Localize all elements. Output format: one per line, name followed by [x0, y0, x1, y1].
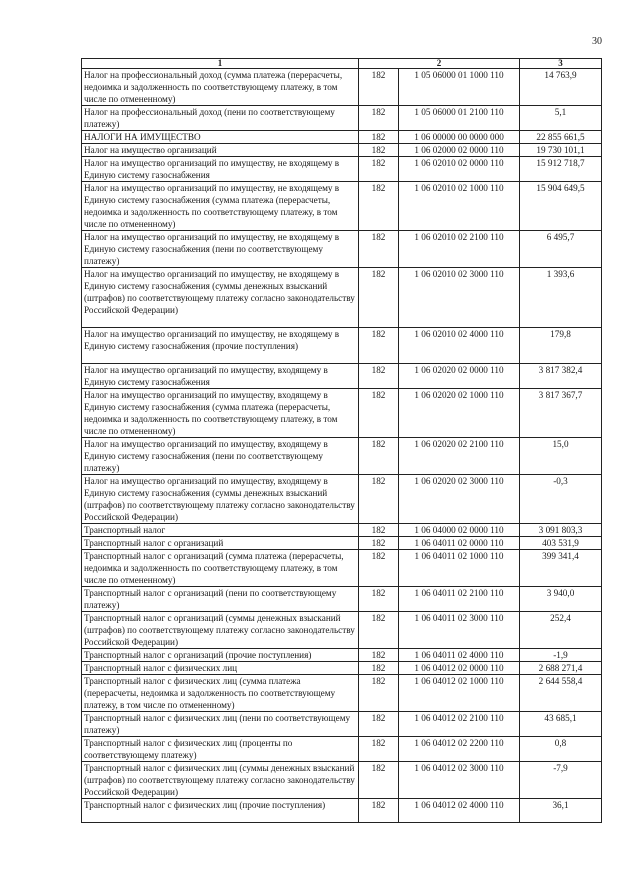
table-row [82, 328, 602, 364]
row-admin-code: 182 [359, 231, 399, 268]
table-row [82, 537, 602, 550]
row-budget-code: 1 06 04012 02 2200 110 [399, 737, 520, 762]
row-admin-code: 182 [359, 182, 399, 231]
table-row [82, 231, 602, 268]
table-row [82, 182, 602, 231]
row-budget-code: 1 06 04012 02 0000 110 [399, 662, 520, 675]
row-admin-code: 182 [359, 144, 399, 157]
table-row [82, 475, 602, 524]
row-budget-code: 1 06 04012 02 2100 110 [399, 712, 520, 737]
row-budget-code: 1 06 02010 02 0000 110 [399, 157, 520, 182]
row-amount: 3 091 803,3 [520, 524, 602, 537]
row-name: Транспортный налог с физических лиц (проценты по соответствующему платежу) [82, 737, 359, 762]
row-name: Налог на имущество организаций по имуществу, не входящему в Единую систему газоснабжения (сумма платежа (перерасчеты, недоимка и задолженность по соответствующему платежу, в том числе по отмененному) [82, 182, 359, 231]
row-amount: 2 688 271,4 [520, 662, 602, 675]
row-name: Налог на имущество организаций по имуществу, входящему в Единую систему газоснабжения (суммы денежных взысканий (штрафов) по соответствующему платежу согласно законодательству Российской Федерации) [82, 475, 359, 524]
row-admin-code: 182 [359, 550, 399, 587]
row-budget-code: 1 05 06000 01 1000 110 [399, 69, 520, 106]
table-row [82, 144, 602, 157]
header-col-1: 1 [82, 59, 359, 69]
header-col-3: 3 [520, 59, 602, 69]
table-row [82, 675, 602, 712]
table-row [82, 612, 602, 649]
row-budget-code: 1 06 00000 00 0000 000 [399, 131, 520, 144]
row-budget-code: 1 06 02020 02 1000 110 [399, 389, 520, 438]
row-amount: 43 685,1 [520, 712, 602, 737]
row-name: Транспортный налог с физических лиц [82, 662, 359, 675]
row-admin-code: 182 [359, 675, 399, 712]
table-row [82, 649, 602, 662]
row-amount: 179,8 [520, 328, 602, 364]
row-admin-code: 182 [359, 737, 399, 762]
row-name: Налог на имущество организаций по имуществу, не входящему в Единую систему газоснабжения (суммы денежных взысканий (штрафов) по соответствующему платежу согласно законодательству Российской Федерации) [82, 268, 359, 328]
row-amount: -0,3 [520, 475, 602, 524]
row-admin-code: 182 [359, 328, 399, 364]
table-row [82, 438, 602, 475]
row-amount: 19 730 101,1 [520, 144, 602, 157]
row-admin-code: 182 [359, 662, 399, 675]
row-name: Транспортный налог с физических лиц (суммы денежных взысканий (штрафов) по соответствующему платежу согласно законодательству Российской Федерации) [82, 762, 359, 799]
row-name: Налог на профессиональный доход (пени по соответствующему платежу) [82, 106, 359, 131]
row-amount: 252,4 [520, 612, 602, 649]
row-amount: 403 531,9 [520, 537, 602, 550]
row-amount: 3 817 382,4 [520, 364, 602, 389]
row-admin-code: 182 [359, 157, 399, 182]
row-admin-code: 182 [359, 389, 399, 438]
table-row [82, 69, 602, 106]
row-amount: 1 393,6 [520, 268, 602, 328]
revenue-table [81, 58, 602, 823]
row-amount: 5,1 [520, 106, 602, 131]
row-budget-code: 1 06 04011 02 2100 110 [399, 587, 520, 612]
row-admin-code: 182 [359, 799, 399, 823]
row-name: Транспортный налог с организаций (пени по соответствующему платежу) [82, 587, 359, 612]
table-row [82, 389, 602, 438]
row-amount: 3 817 367,7 [520, 389, 602, 438]
row-budget-code: 1 06 02020 02 2100 110 [399, 438, 520, 475]
row-budget-code: 1 06 02010 02 4000 110 [399, 328, 520, 364]
table-row [82, 364, 602, 389]
table-row [82, 799, 602, 823]
row-name: Транспортный налог с организаций (сумма платежа (перерасчеты, недоимка и задолженность по соответствующему платежу, в том числе по отмененному) [82, 550, 359, 587]
row-amount: 6 495,7 [520, 231, 602, 268]
row-admin-code: 182 [359, 268, 399, 328]
table-row [82, 587, 602, 612]
row-amount: 22 855 661,5 [520, 131, 602, 144]
row-admin-code: 182 [359, 537, 399, 550]
table-row [82, 737, 602, 762]
row-admin-code: 182 [359, 649, 399, 662]
row-name: Транспортный налог с организаций [82, 537, 359, 550]
row-name: Транспортный налог с физических лиц (сумма платежа (перерасчеты, недоимка и задолженность по соответствующему платежу, в том числе по отмененному) [82, 675, 359, 712]
row-name: Транспортный налог [82, 524, 359, 537]
row-name: НАЛОГИ НА ИМУЩЕСТВО [82, 131, 359, 144]
table-row [82, 268, 602, 328]
row-admin-code: 182 [359, 131, 399, 144]
page-number: 30 [592, 36, 602, 47]
row-amount: 399 341,4 [520, 550, 602, 587]
row-budget-code: 1 06 02010 02 1000 110 [399, 182, 520, 231]
row-admin-code: 182 [359, 475, 399, 524]
row-budget-code: 1 05 06000 01 2100 110 [399, 106, 520, 131]
row-admin-code: 182 [359, 106, 399, 131]
row-name: Налог на имущество организаций [82, 144, 359, 157]
row-admin-code: 182 [359, 524, 399, 537]
row-budget-code: 1 06 02010 02 3000 110 [399, 268, 520, 328]
table-row [82, 762, 602, 799]
row-admin-code: 182 [359, 612, 399, 649]
row-budget-code: 1 06 04012 02 1000 110 [399, 675, 520, 712]
table-row [82, 524, 602, 537]
table-row [82, 712, 602, 737]
row-budget-code: 1 06 04000 02 0000 110 [399, 524, 520, 537]
row-name: Налог на имущество организаций по имуществу, не входящему в Единую систему газоснабжения (прочие поступления) [82, 328, 359, 364]
row-amount: -7,9 [520, 762, 602, 799]
row-name: Налог на имущество организаций по имуществу, входящему в Единую систему газоснабжения (пени по соответствующему платежу) [82, 438, 359, 475]
row-amount: 14 763,9 [520, 69, 602, 106]
table-row [82, 550, 602, 587]
row-budget-code: 1 06 02020 02 3000 110 [399, 475, 520, 524]
row-amount: 36,1 [520, 799, 602, 823]
row-amount: 3 940,0 [520, 587, 602, 612]
row-budget-code: 1 06 04011 02 1000 110 [399, 550, 520, 587]
row-name: Налог на имущество организаций по имуществу, не входящему в Единую систему газоснабжения [82, 157, 359, 182]
row-budget-code: 1 06 04011 02 4000 110 [399, 649, 520, 662]
row-amount: 15 912 718,7 [520, 157, 602, 182]
row-name: Налог на имущество организаций по имуществу, входящему в Единую систему газоснабжения (сумма платежа (перерасчеты, недоимка и задолженность по соответствующему платежу, в том числе по отмененному) [82, 389, 359, 438]
row-admin-code: 182 [359, 712, 399, 737]
row-budget-code: 1 06 04012 02 3000 110 [399, 762, 520, 799]
table-row [82, 106, 602, 131]
row-amount: 15 904 649,5 [520, 182, 602, 231]
row-budget-code: 1 06 02010 02 2100 110 [399, 231, 520, 268]
row-name: Транспортный налог с организаций (прочие поступления) [82, 649, 359, 662]
header-col-2: 2 [359, 59, 520, 69]
row-amount: 2 644 558,4 [520, 675, 602, 712]
table-row [82, 662, 602, 675]
row-name: Налог на профессиональный доход (сумма платежа (перерасчеты, недоимка и задолженность по соответствующему платежу, в том числе по отмененному) [82, 69, 359, 106]
row-amount: 0,8 [520, 737, 602, 762]
table-row [82, 157, 602, 182]
row-amount: -1,9 [520, 649, 602, 662]
table-header-row [82, 59, 602, 69]
table-row [82, 131, 602, 144]
row-admin-code: 182 [359, 69, 399, 106]
row-name: Транспортный налог с физических лиц (пени по соответствующему платежу) [82, 712, 359, 737]
row-budget-code: 1 06 04012 02 4000 110 [399, 799, 520, 823]
row-budget-code: 1 06 02000 02 0000 110 [399, 144, 520, 157]
row-amount: 15,0 [520, 438, 602, 475]
row-name: Налог на имущество организаций по имуществу, не входящему в Единую систему газоснабжения (пени по соответствующему платежу) [82, 231, 359, 268]
row-admin-code: 182 [359, 438, 399, 475]
row-budget-code: 1 06 04011 02 0000 110 [399, 537, 520, 550]
row-name: Транспортный налог с физических лиц (прочие поступления) [82, 799, 359, 823]
row-admin-code: 182 [359, 762, 399, 799]
row-admin-code: 182 [359, 364, 399, 389]
row-budget-code: 1 06 04011 02 3000 110 [399, 612, 520, 649]
row-budget-code: 1 06 02020 02 0000 110 [399, 364, 520, 389]
row-name: Налог на имущество организаций по имуществу, входящему в Единую систему газоснабжения [82, 364, 359, 389]
row-admin-code: 182 [359, 587, 399, 612]
row-name: Транспортный налог с организаций (суммы денежных взысканий (штрафов) по соответствующему платежу согласно законодательству Российской Федерации) [82, 612, 359, 649]
